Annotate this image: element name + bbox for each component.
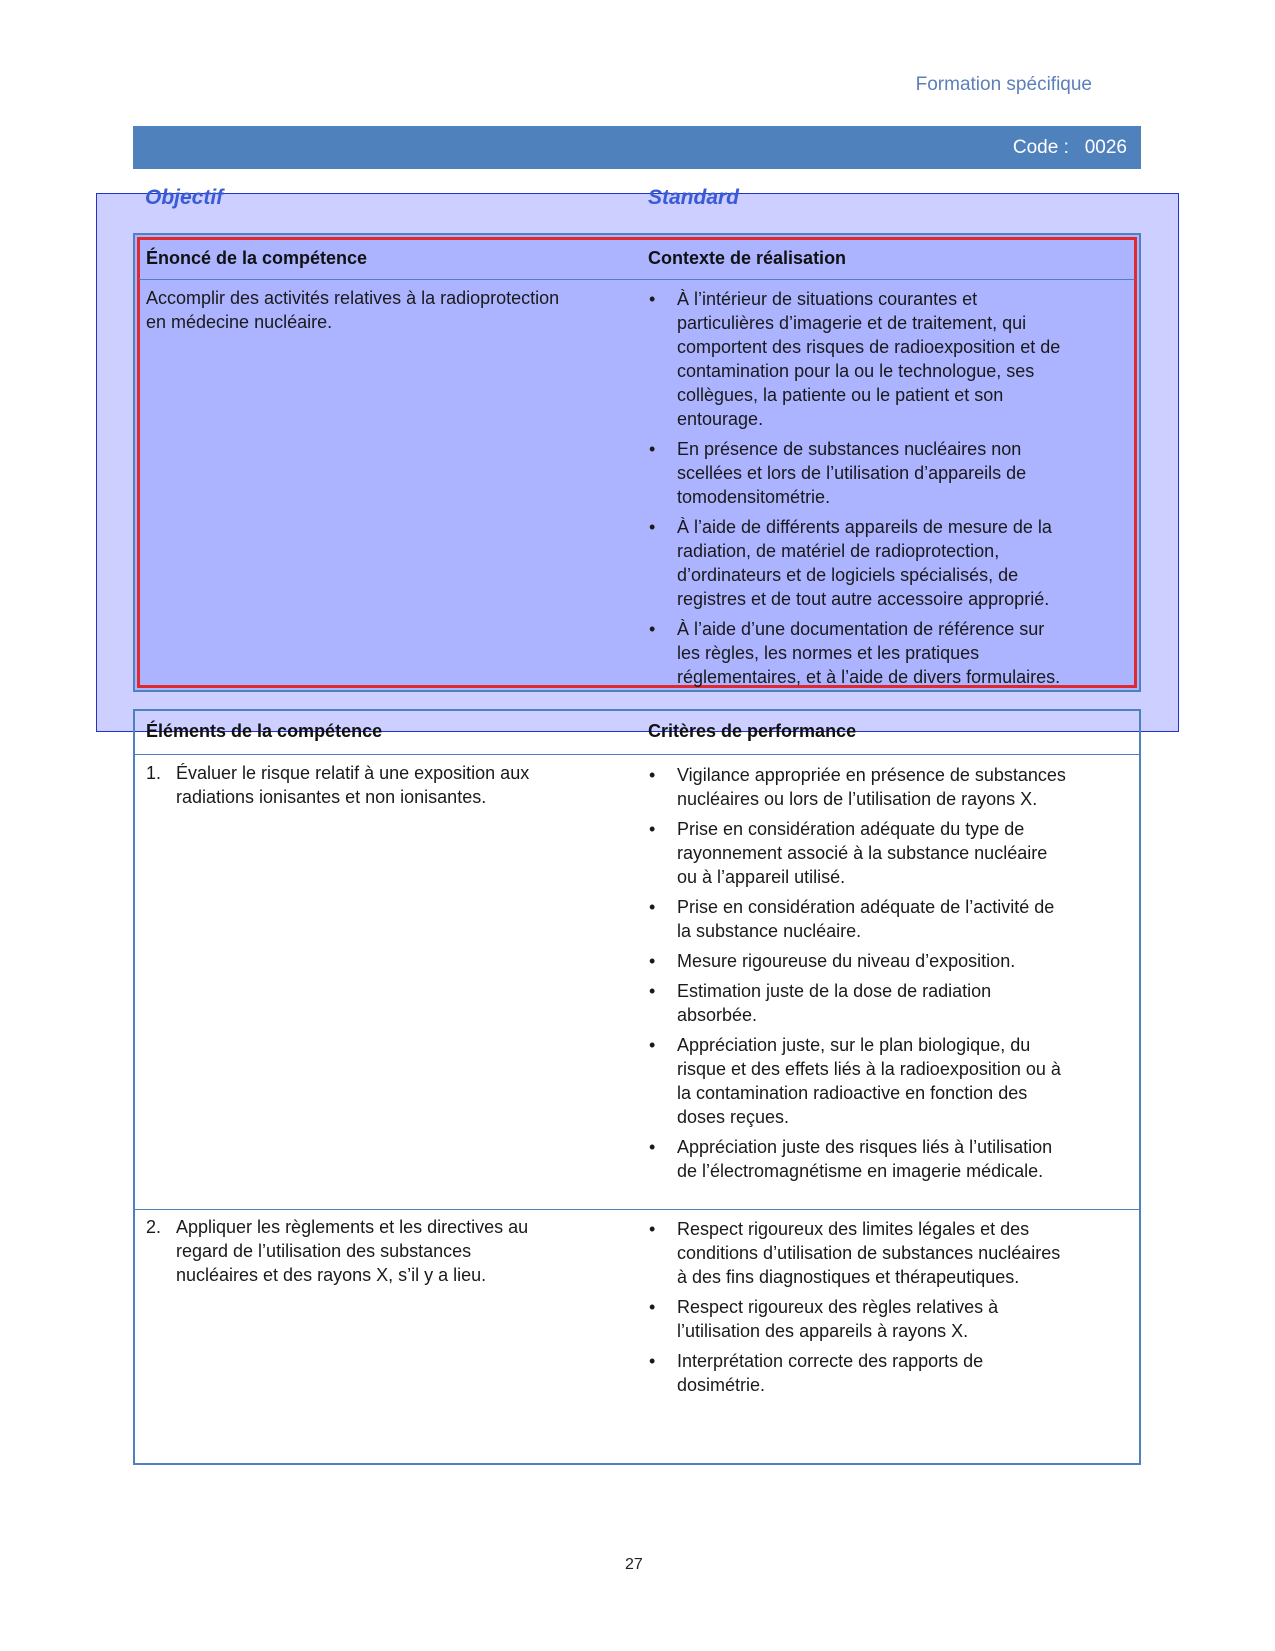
element-line: radiations ionisantes et non ionisantes. bbox=[176, 787, 487, 807]
criteria-header: Critères de performance bbox=[648, 721, 857, 741]
criteria-line: conditions d’utilisation de substances nucléaires bbox=[677, 1243, 1061, 1263]
bullet-icon: • bbox=[649, 439, 656, 459]
criteria-item bbox=[648, 1135, 1128, 1183]
performance-table bbox=[133, 709, 1141, 1465]
context-line: entourage. bbox=[677, 409, 764, 429]
context-item bbox=[648, 515, 1128, 611]
criteria-line: Vigilance appropriée en présence de substances bbox=[677, 765, 1066, 785]
page-number: 27 bbox=[625, 1556, 643, 1573]
context-line: tomodensitométrie. bbox=[677, 487, 831, 507]
element-2 bbox=[146, 1215, 636, 1287]
context-line: contamination pour la ou le technologue, ses bbox=[677, 361, 1035, 381]
bullet-icon: • bbox=[649, 981, 656, 1001]
criteria-line: la substance nucléaire. bbox=[677, 921, 862, 941]
statement-line: Accomplir des activités relatives à la radioprotection bbox=[146, 288, 560, 308]
bullet-icon: • bbox=[649, 1297, 656, 1317]
context-list bbox=[648, 287, 1128, 695]
code-label bbox=[1013, 137, 1127, 159]
criteria-item bbox=[648, 817, 1128, 889]
criteria-line: la contamination radioactive en fonction des bbox=[677, 1083, 1028, 1103]
criteria-item bbox=[648, 949, 1128, 973]
standard-table bbox=[133, 233, 1141, 692]
bullet-icon: • bbox=[649, 1137, 656, 1157]
element-number: 1. bbox=[146, 763, 162, 783]
context-line: particulières d’imagerie et de traitement, qui bbox=[677, 313, 1027, 333]
elements-header: Éléments de la compétence bbox=[146, 721, 383, 741]
context-line: les règles, les normes et les pratiques bbox=[677, 643, 980, 663]
code-value: 0026 bbox=[1084, 137, 1127, 158]
bullet-icon: • bbox=[649, 1351, 656, 1371]
element-line: regard de l’utilisation des substances bbox=[176, 1241, 472, 1261]
header-title: Formation spécifique bbox=[915, 74, 1092, 95]
header-rule bbox=[139, 279, 1135, 280]
criteria-line: de l’électromagnétisme en imagerie médicale. bbox=[677, 1161, 1044, 1181]
criteria-line: Prise en considération adéquate du type de bbox=[677, 819, 1025, 839]
bullet-icon: • bbox=[649, 951, 656, 971]
bullet-icon: • bbox=[649, 289, 656, 309]
context-header: Contexte de réalisation bbox=[648, 248, 847, 268]
criteria-line: Appréciation juste, sur le plan biologique, du bbox=[677, 1035, 1031, 1055]
criteria-item bbox=[648, 1349, 1128, 1397]
context-line: radiation, de matériel de radioprotection, bbox=[677, 541, 1000, 561]
context-line: scellées et lors de l’utilisation d’appareils de bbox=[677, 463, 1027, 483]
criteria-item bbox=[648, 763, 1128, 811]
criteria-item bbox=[648, 1033, 1128, 1129]
criteria-line: absorbée. bbox=[677, 1005, 758, 1025]
statement-line: en médecine nucléaire. bbox=[146, 312, 333, 332]
criteria-line: l’utilisation des appareils à rayons X. bbox=[677, 1321, 969, 1341]
row-rule bbox=[135, 1209, 1139, 1210]
criteria-line: dosimétrie. bbox=[677, 1375, 766, 1395]
element-number: 2. bbox=[146, 1217, 162, 1237]
criteria-line: Interprétation correcte des rapports de bbox=[677, 1351, 984, 1371]
criteria-line: à des fins diagnostiques et thérapeutiques. bbox=[677, 1267, 1020, 1287]
context-item bbox=[648, 617, 1128, 689]
criteria-list-1 bbox=[648, 763, 1128, 1189]
statement-text bbox=[146, 286, 636, 334]
criteria-line: Prise en considération adéquate de l’activité de bbox=[677, 897, 1055, 917]
context-item bbox=[648, 287, 1128, 431]
criteria-line: rayonnement associé à la substance nucléaire bbox=[677, 843, 1048, 863]
standard-heading: Standard bbox=[648, 186, 740, 209]
criteria-item bbox=[648, 895, 1128, 943]
context-line: registres et de tout autre accessoire approprié. bbox=[677, 589, 1050, 609]
code-bar bbox=[133, 126, 1141, 169]
context-line: comportent des risques de radioexposition et de bbox=[677, 337, 1061, 357]
context-line: d’ordinateurs et de logiciels spécialisés, de bbox=[677, 565, 1019, 585]
element-line: Appliquer les règlements et les directives au bbox=[176, 1217, 529, 1237]
criteria-line: risque et des effets liés à la radioexposition ou à bbox=[677, 1059, 1061, 1079]
bullet-icon: • bbox=[649, 897, 656, 917]
criteria-line: Appréciation juste des risques liés à l’utilisation bbox=[677, 1137, 1053, 1157]
code-label-text: Code : bbox=[1012, 137, 1069, 158]
context-line: À l’aide d’une documentation de référence sur bbox=[677, 619, 1045, 639]
criteria-line: nucléaires ou lors de l’utilisation de rayons X. bbox=[677, 789, 1038, 809]
bullet-icon: • bbox=[649, 517, 656, 537]
element-line: Évaluer le risque relatif à une exposition aux bbox=[176, 763, 530, 783]
context-line: réglementaires, et à l’aide de divers formulaires. bbox=[677, 667, 1061, 687]
element-line: nucléaires et des rayons X, s’il y a lieu. bbox=[176, 1265, 487, 1285]
criteria-line: ou à l’appareil utilisé. bbox=[677, 867, 846, 887]
statement-header: Énoncé de la compétence bbox=[146, 248, 368, 268]
bullet-icon: • bbox=[649, 1035, 656, 1055]
criteria-item bbox=[648, 979, 1128, 1027]
bullet-icon: • bbox=[649, 619, 656, 639]
context-line: À l’intérieur de situations courantes et bbox=[677, 289, 978, 309]
context-line: À l’aide de différents appareils de mesure de la bbox=[677, 517, 1052, 537]
criteria-list-2 bbox=[648, 1217, 1128, 1403]
criteria-line: Estimation juste de la dose de radiation bbox=[677, 981, 992, 1001]
context-line: collègues, la patiente ou le patient et son bbox=[677, 385, 1004, 405]
criteria-item bbox=[648, 1217, 1128, 1289]
objective-heading: Objectif bbox=[145, 186, 224, 209]
context-line: En présence de substances nucléaires non bbox=[677, 439, 1022, 459]
criteria-line: Respect rigoureux des règles relatives à bbox=[677, 1297, 999, 1317]
bullet-icon: • bbox=[649, 819, 656, 839]
bullet-icon: • bbox=[649, 1219, 656, 1239]
criteria-line: doses reçues. bbox=[677, 1107, 790, 1127]
context-item bbox=[648, 437, 1128, 509]
criteria-item bbox=[648, 1295, 1128, 1343]
header-rule bbox=[135, 754, 1139, 755]
element-1 bbox=[146, 761, 636, 809]
criteria-line: Mesure rigoureuse du niveau d’exposition. bbox=[677, 951, 1016, 971]
bullet-icon: • bbox=[649, 765, 656, 785]
criteria-line: Respect rigoureux des limites légales et des bbox=[677, 1219, 1030, 1239]
